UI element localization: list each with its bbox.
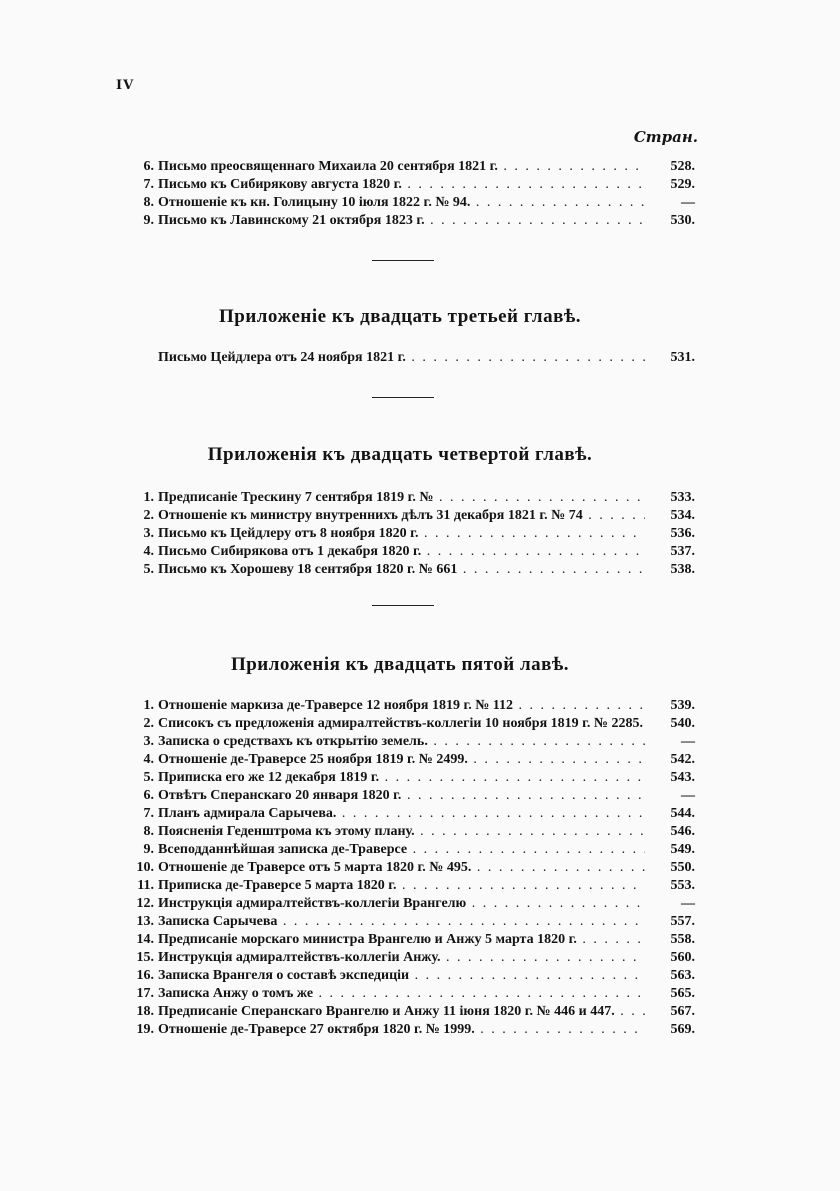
entry-number: 9. [143, 842, 154, 857]
entry-number: 7. [143, 177, 154, 192]
toc-entry [130, 985, 695, 1003]
entry-page: 540. [670, 716, 695, 731]
toc-entry [130, 489, 695, 507]
entry-title: Отношенiе де Траверсе отъ 5 марта 1820 г. № 495. . . . [158, 859, 645, 877]
toc-entry [130, 212, 695, 230]
entry-title: Письмо Цейдлера отъ 24 ноября 1821 г. . . . [158, 349, 645, 367]
entry-title: Планъ адмирала Сарычева. . . . [158, 805, 645, 823]
section-heading: Приложенiя къ двадцать четвертой главѣ. [207, 444, 593, 465]
entry-number: 18. [136, 1004, 154, 1019]
entry-number: 12. [136, 896, 154, 911]
entry-page: 539. [670, 698, 695, 713]
entry-number: 5. [143, 562, 154, 577]
entry-title: Письмо къ Сибирякову августа 1820 г. . . . [158, 176, 645, 194]
entry-title: Письмо Сибирякова отъ 1 декабря 1820 г. . . . [158, 543, 645, 561]
entry-number: 1. [143, 490, 154, 505]
entry-title: Предписанiе Сперанскаго Врангелю и Анжу 11 iюня 1820 г. № 446 и 447. . . . [158, 1003, 645, 1021]
entry-title: Предписанiе Трескину 7 сентября 1819 г. № . . . [158, 489, 645, 507]
page-column-label: Стран. [633, 128, 698, 146]
toc-entry [130, 1021, 695, 1039]
entry-number: 7. [143, 806, 154, 821]
entry-title: Отвѣтъ Сперанскаго 20 января 1820 г. . . . [158, 787, 645, 805]
entry-title: Записка Анжу о томъ же . . . [158, 985, 645, 1003]
entry-number: 16. [136, 968, 154, 983]
entry-number: 5. [143, 770, 154, 785]
toc-list-section2 [130, 349, 695, 367]
entry-title: Приписка его же 12 декабря 1819 г. . . . [158, 769, 645, 787]
entry-number: 10. [136, 860, 154, 875]
entry-page: 536. [670, 526, 695, 541]
entry-page: 538. [670, 562, 695, 577]
entry-number: 8. [143, 195, 154, 210]
section-heading: Приложенiе къ двадцать третьей главѣ. [218, 306, 581, 327]
entry-title: Отношенiе маркиза де-Траверсе 12 ноября 1819 г. № 112 . . . [158, 697, 645, 715]
entry-page: 531. [670, 350, 695, 365]
entry-page: 543. [670, 770, 695, 785]
toc-list-section1 [130, 158, 695, 230]
entry-page: 529. [670, 177, 695, 192]
entry-number: 3. [143, 526, 154, 541]
toc-entry [130, 697, 695, 715]
entry-number: 13. [136, 914, 154, 929]
entry-title: Письмо къ Цейдлеру отъ 8 ноября 1820 г. . . . [158, 525, 645, 543]
entry-title: Записка Сарычева . . . [158, 913, 645, 931]
entry-page: 542. [670, 752, 695, 767]
toc-entry [130, 895, 695, 913]
entry-title: Отношенiе къ министру внутреннихъ дѣлъ 31 декабря 1821 г. № 74 . . . [158, 507, 645, 525]
toc-entry [130, 561, 695, 579]
toc-list-section3 [130, 489, 695, 579]
entry-page: 560. [670, 950, 695, 965]
entry-number: 17. [136, 986, 154, 1001]
toc-entry [130, 859, 695, 877]
entry-page: 553. [670, 878, 695, 893]
entry-title: Отношенiе къ кн. Голицыну 10 iюля 1822 г. № 94. . . . [158, 194, 645, 212]
toc-entry [130, 949, 695, 967]
entry-page: 563. [670, 968, 695, 983]
entry-page: 537. [670, 544, 695, 559]
entry-page: 550. [670, 860, 695, 875]
section-divider [372, 605, 434, 606]
entry-page: 544. [670, 806, 695, 821]
toc-entry [130, 543, 695, 561]
entry-title: Записка о средствахъ къ открытiю земель. . . . [158, 733, 645, 751]
toc-entry [130, 769, 695, 787]
entry-number: 15. [136, 950, 154, 965]
entry-title: Записка Врангеля о составѣ экспедицiи . . . [158, 967, 645, 985]
entry-title: Списокъ съ предложенiя адмиралтействъ-коллегiи 10 ноября 1819 г. № 2285. . . . [158, 715, 645, 733]
entry-page: 533. [670, 490, 695, 505]
entry-title: Инструкцiя адмиралтействъ-коллегiи Анжу. . . . [158, 949, 645, 967]
toc-entry [130, 715, 695, 733]
toc-entry [130, 823, 695, 841]
toc-entry [130, 733, 695, 751]
section-heading: Приложенiя къ двадцать пятой лавѣ. [230, 654, 570, 675]
toc-entry [130, 967, 695, 985]
toc-entry [130, 931, 695, 949]
toc-entry [130, 877, 695, 895]
toc-entry [130, 841, 695, 859]
entry-title: Отношенiе де-Траверсе 27 октября 1820 г. № 1999. . . . [158, 1021, 645, 1039]
entry-number: 8. [143, 824, 154, 839]
entry-page: 528. [670, 159, 695, 174]
entry-title: Отношенiе де-Траверсе 25 ноября 1819 г. № 2499. . . . [158, 751, 645, 769]
entry-title: Поясненiя Геденштрома къ этому плану. . . . [158, 823, 645, 841]
entry-number: 2. [143, 716, 154, 731]
entry-page: 546. [670, 824, 695, 839]
entry-title: Письмо къ Лавинскому 21 октября 1823 г. . . . [158, 212, 645, 230]
page-number: IV [116, 78, 135, 93]
entry-number: 2. [143, 508, 154, 523]
section-divider [372, 260, 434, 261]
entry-number: 4. [143, 544, 154, 559]
section-divider [372, 397, 434, 398]
toc-entry [130, 507, 695, 525]
entry-page: 569. [670, 1022, 695, 1037]
entry-number: 1. [143, 698, 154, 713]
entry-page: 549. [670, 842, 695, 857]
toc-entry [130, 525, 695, 543]
entry-number: 6. [143, 159, 154, 174]
toc-entry [130, 1003, 695, 1021]
toc-entry [130, 787, 695, 805]
entry-page: — [681, 734, 695, 749]
entry-number: 4. [143, 752, 154, 767]
entry-number: 11. [137, 878, 154, 893]
entry-title: Письмо къ Хорошеву 18 сентября 1820 г. № 661 . . . [158, 561, 645, 579]
entry-number: 14. [136, 932, 154, 947]
entry-title: Приписка де-Траверсе 5 марта 1820 г. . . . [158, 877, 645, 895]
entry-page: 530. [670, 213, 695, 228]
entry-title: Всеподданнѣйшая записка де-Траверсе . . . [158, 841, 645, 859]
toc-entry [130, 751, 695, 769]
entry-number: 6. [143, 788, 154, 803]
toc-entry [130, 194, 695, 212]
entry-number: 9. [143, 213, 154, 228]
entry-page: 534. [670, 508, 695, 523]
entry-page: 567. [670, 1004, 695, 1019]
entry-page: — [681, 788, 695, 803]
entry-title: Письмо преосвященнаго Михаила 20 сентября 1821 г. . . . [158, 158, 645, 176]
entry-title: Предписанiе морскаго министра Врангелю и Анжу 5 марта 1820 г. . . . [158, 931, 645, 949]
entry-page: 558. [670, 932, 695, 947]
entry-number: 3. [143, 734, 154, 749]
entry-page: 557. [670, 914, 695, 929]
entry-title: Инструкцiя адмиралтействъ-коллегiи Врангелю . . . [158, 895, 645, 913]
toc-list-section4 [130, 697, 695, 1039]
toc-entry [130, 913, 695, 931]
toc-entry [130, 176, 695, 194]
entry-page: 565. [670, 986, 695, 1001]
toc-entry [130, 805, 695, 823]
toc-entry [130, 158, 695, 176]
entry-page: — [681, 195, 695, 210]
entry-number: 19. [136, 1022, 154, 1037]
entry-page: — [681, 896, 695, 911]
toc-entry [130, 349, 695, 367]
